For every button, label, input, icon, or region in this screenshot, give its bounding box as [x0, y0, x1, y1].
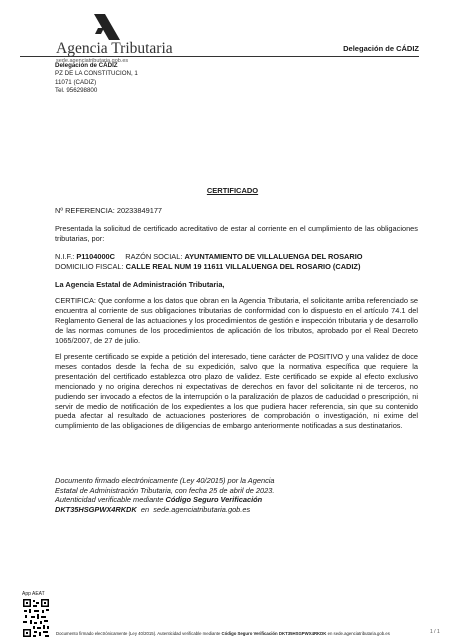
- validity-paragraph: El presente certificado se expide a petición del interesado, tiene carácter de POSITIVO y una validez de doce meses contados desde la fecha de su expedición, salvo que la normativa específica que requiere la presentación del certificado establezca otro plazo de validez. Este certificado se expide al efecto exclusivo mencionado y no origina derechos ni expectativas de derechos en favor del solicitante ni de terceros, no pudiendo ser invocado a efectos de la interrupción o la paralización de plazos de caducidad o prescripción, ni servir de medio de notificación de los expedientes a los que pudiera hacer referencia, sin que su contenido pueda afectar al resultado de actuaciones posteriores de comprobación o investigación, ni exime del cumplimiento de las obligaciones de diligencias de embargo anteriormente notificadas a sus destinatarios.: [55, 352, 418, 431]
- intro-paragraph: Presentada la solicitud de certificado acreditativo de estar al corriente en el cumplimiento de las obligaciones tributarias, por:: [55, 224, 418, 243]
- nif-line: [55, 252, 418, 262]
- certificate-title: CERTIFICADO: [206, 186, 259, 195]
- domicilio-label: DOMICILIO FISCAL:: [55, 262, 124, 271]
- certifica-paragraph: CERTIFICA: Que conforme a los datos que obran en la Agencia Tributaria, el solicitante arriba referenciado se encuentra al corriente de sus obligaciones tributarias de conformidad con lo dispuesto en el artículo 74.1 del Reglamento General de las actuaciones y los procedimientos de gestión e inspección tributaria y de desarrollo de las normas comunes de los procedimientos de aplicación de los tributos, aprobado por el Real Decreto 1065/2007, de 27 de julio.: [55, 296, 418, 345]
- signature-en: en: [140, 504, 150, 514]
- office-title: Delegación de CÁDIZ: [343, 44, 419, 53]
- signature-url: sede.agenciatributaria.gob.es: [153, 504, 251, 514]
- signature-verify-text: Autenticidad verificable mediante: [55, 495, 164, 505]
- nif-label: N.I.F.:: [55, 252, 75, 261]
- signature-block: [55, 476, 355, 514]
- address-city: 11071 (CADIZ): [55, 78, 97, 86]
- domicilio-value: CALLE REAL NUM 19 11611 VILLALUENGA DEL ROSARIO (CADIZ): [125, 262, 361, 271]
- reference-number: Nº REFERENCIA: 20233849177: [55, 206, 163, 215]
- footer-text-prefix: Documento firmado electrónicamente (Ley 40/2015). Autenticidad verificable mediante: [56, 631, 221, 636]
- signature-line-2: Estatal de Administración Tributaria, con fecha 25 de abril de 2023.: [55, 485, 275, 495]
- address-office: Delegación de CÁDIZ: [55, 62, 118, 69]
- address-street: PZ DE LA CONSTITUCION, 1: [55, 70, 138, 78]
- agency-name: Agencia Tributaria: [56, 40, 173, 57]
- footer-csv-code: DKT35HSGPWX4RKDK: [278, 631, 327, 636]
- agency-emblem-icon: [92, 14, 122, 40]
- footer-text-suffix: en sede.agenciatributaria.gob.es: [327, 631, 390, 636]
- signature-csv-code: DKT35HSGPWX4RKDK: [55, 504, 137, 514]
- razon-value: AYUNTAMIENTO DE VILLALUENGA DEL ROSARIO: [184, 252, 363, 261]
- page-number: 1 / 1: [430, 629, 440, 635]
- agency-url: sede.agenciatributaria.gob.es: [56, 58, 129, 64]
- signature-line-1: Documento firmado electrónicamente (Ley 40/2015) por la Agencia: [55, 476, 275, 485]
- header-divider: [20, 56, 419, 57]
- qr-code-icon[interactable]: [22, 598, 50, 638]
- office-address: [55, 62, 138, 95]
- signature-csv-label: Código Seguro Verificación: [165, 495, 263, 505]
- domicilio-line: [55, 262, 418, 272]
- footer-note: [56, 631, 390, 636]
- agency-heading: La Agencia Estatal de Administración Tributaria,: [55, 280, 225, 289]
- footer-csv-label: Código Seguro Verificación: [221, 631, 278, 636]
- address-phone: Tel. 956298800: [55, 86, 98, 94]
- nif-value: P1104000C: [76, 252, 116, 261]
- razon-label: RAZÓN SOCIAL:: [125, 252, 183, 261]
- qr-label: App AEAT: [22, 591, 45, 597]
